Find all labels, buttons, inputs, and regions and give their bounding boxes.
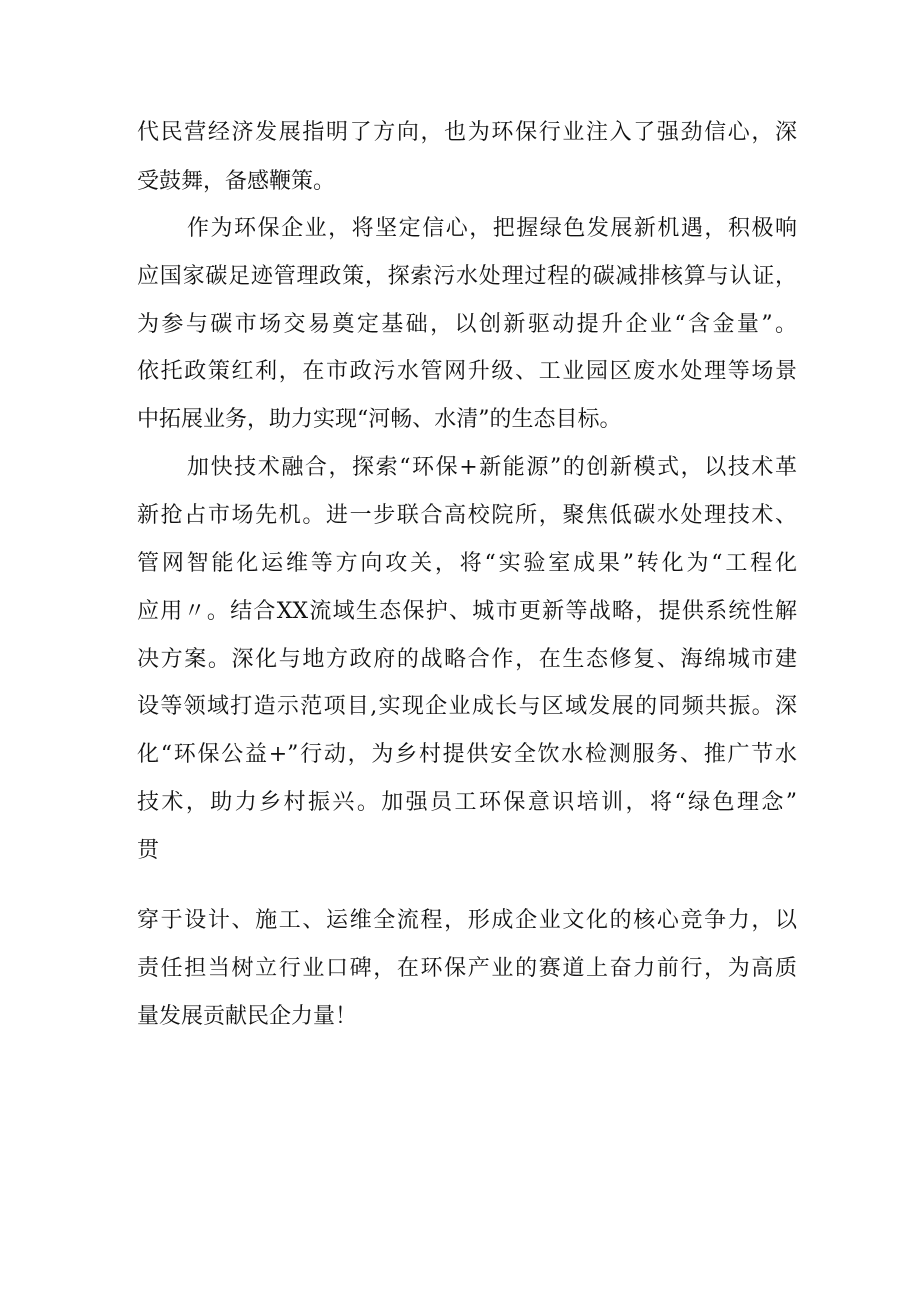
paragraph-line: 应国家碳足迹管理政策，探索污水处理过程的碳减排核算与认证， bbox=[137, 264, 797, 289]
paragraph-line: 管网智能化运维等方向攻关，将“实验室成果”转化为“工程化 bbox=[137, 551, 797, 576]
paragraph-line: 受鼓舞，备感鞭策。 bbox=[137, 169, 336, 194]
paragraph-line: 代民营经济发展指明了方向，也为环保行业注入了强劲信心，深 bbox=[137, 120, 797, 145]
paragraph-line: 为参与碳市场交易奠定基础，以创新驱动提升企业“含金量”。 bbox=[137, 312, 797, 337]
paragraph-line: 技术，助力乡村振兴。加强员工环保意识培训，将“绿色理念” bbox=[137, 790, 797, 815]
paragraph-line: 化“环保公益+”行动，为乡村提供安全饮水检测服务、推广节水 bbox=[137, 742, 797, 767]
paragraph-line: 贯 bbox=[137, 838, 160, 863]
paragraph-line: 应用〃。结合XX流域生态保护、城市更新等战略，提供系统性解 bbox=[137, 599, 797, 624]
paragraph-line: 依托政策红利，在市政污水管网升级、工业园区废水处理等场景 bbox=[137, 359, 797, 384]
paragraph-line: 加快技术融合，探索“环保+新能源”的创新模式，以技术革 bbox=[187, 455, 797, 480]
paragraph-line: 新抢占市场先机。进一步联合高校院所，聚焦低碳水处理技术、 bbox=[137, 503, 797, 528]
paragraph-line: 中拓展业务，助力实现“河畅、水清”的生态目标。 bbox=[137, 407, 622, 432]
paragraph-line: 责任担当树立行业口碑，在环保产业的赛道上奋力前行，为高质 bbox=[137, 956, 797, 981]
paragraph-line: 穿于设计、施工、运维全流程，形成企业文化的核心竞争力，以 bbox=[137, 908, 797, 933]
paragraph-line: 设等领域打造示范项目,实现企业成长与区域发展的同频共振。深 bbox=[137, 694, 797, 719]
paragraph-line: 作为环保企业，将坚定信心，把握绿色发展新机遇，积极响 bbox=[187, 216, 797, 241]
paragraph-line: 量发展贡献民企力量！ bbox=[137, 1004, 358, 1029]
paragraph-line: 决方案。深化与地方政府的战略合作，在生态修复、海绵城市建 bbox=[137, 647, 797, 672]
